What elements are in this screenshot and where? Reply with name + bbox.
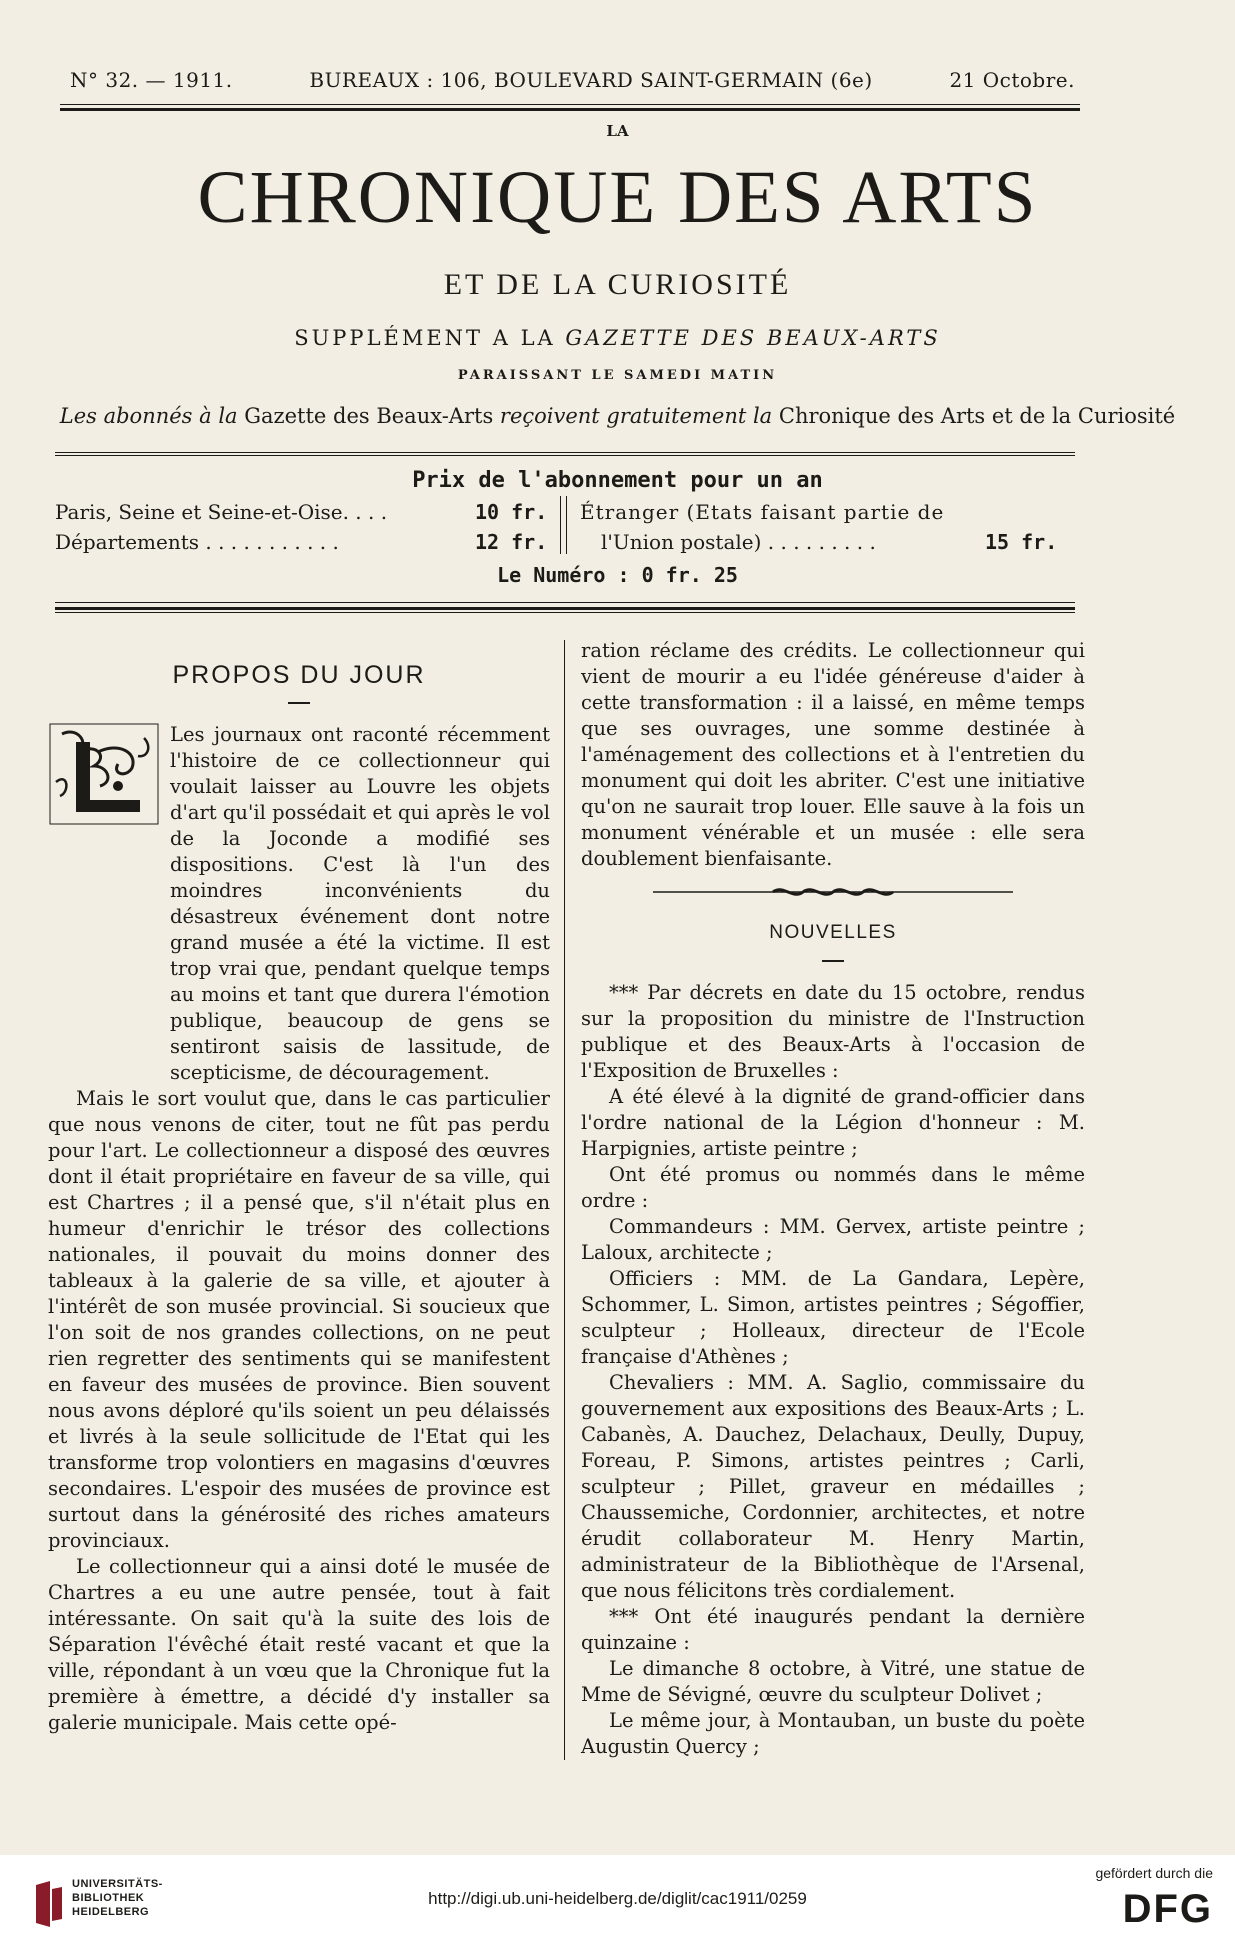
library-name: UNIVERSITÄTS- BIBLIOTHEK HEIDELBERG [72, 1878, 163, 1918]
propos-paragraph-1: Les journaux ont raconté récemment l'histoire de ce collectionneur qui voulait laisser au Louvre les objets d'art qu'il possédait et qui après le vol de la Joconde a modifié ses dispositions. C'est là l'un des moindres inconvénients du désastreux événement dont notre grand musée a été la victime. Il est trop vrai que, pendant quelque temps au moins et tant que durera l'émotion publique, beaucoup de gens se sentiront saisis de lassitude, de scepticisme, de découragement. [170, 723, 550, 1084]
issue-date: 21 Octobre. [949, 68, 1075, 92]
supplement-line: SUPPLÉMENT A LA GAZETTE DES BEAUX-ARTS [294, 326, 941, 350]
source-url-link[interactable]: http://digi.ub.uni-heidelberg.de/diglit/cac1911/0259 [428, 1889, 807, 1908]
nouvelle-item-5: Officiers : MM. de La Gandara, Lepère, Schommer, L. Simon, artistes peintres ; Ségoffier, sculpteur ; Holleaux, directeur de l'Ecole française d'Athènes ; [581, 1267, 1085, 1368]
propos-paragraph-2: Mais le sort voulut que, dans le cas particulier que nous venons de citer, tout ne fût pas perdu pour l'art. Le collectionneur a disposé des œuvres dont il était propriétaire en faveur de sa ville, qui est Chartres ; il a pensé que, s'il n'était plus en humeur d'enrichir le trésor des collections nationales, il pouvait du moins donner des tableaux à la galerie de sa ville, et ajouter à l'intérêt de son musée provincial. Si soucieux que l'on soit de nos grandes collections, on ne peut rien regretter des sentiments qui se manifestent en faveur des musées de province. Bien souvent nous avons déploré qu'ils soient un peu délaissés et livrés à la seule sollicitude de l'Etat qui les transforme trop volontiers en magasins d'œuvres secondaires. L'espoir des musées de province est surtout dans la générosité des riches amateurs provinciaux. [48, 1087, 550, 1552]
price-dept-label: Départements . . . . . . . . . . . [55, 530, 339, 554]
nouvelle-item-3: Ont été promus ou nommés dans le même ordre : [581, 1163, 1085, 1212]
nouvelle-item-2: A été élevé à la dignité de grand-officier dans l'ordre national de la Légion d'honneur : M. Harpignies, artiste peintre ; [581, 1085, 1085, 1160]
price-divider [560, 496, 567, 554]
price-dept: 12 fr. [475, 530, 548, 554]
bureaux-address: BUREAUX : 106, BOULEVARD SAINT-GERMAIN (6e) [309, 68, 873, 92]
funding-label: gefördert durch die [1095, 1865, 1213, 1881]
price-paris: 10 fr. [475, 500, 548, 524]
digitization-footer [0, 1855, 1235, 1941]
prices-bottom-rule-thick [55, 607, 1075, 610]
price-etranger: 15 fr. [985, 530, 1058, 554]
header-rule-thick [60, 108, 1080, 111]
abonnes-line: Les abonnés à la Gazette des Beaux-Arts reçoivent gratuitement la Chronique des Arts et de la Curiosité [59, 404, 1176, 428]
paraissant-line: PARAISSANT LE SAMEDI MATIN [457, 368, 778, 383]
masthead-title: CHRONIQUE DES ARTS [197, 156, 1038, 239]
nouvelle-item-9: Le même jour, à Montauban, un buste du poète Augustin Quercy ; [581, 1709, 1085, 1758]
left-column [48, 650, 550, 1736]
nouvelle-item-8: Le dimanche 8 octobre, à Vitré, une statue de Mme de Sévigné, œuvre du sculpteur Dolivet ; [581, 1657, 1085, 1706]
nouvelle-item-7: *** Ont été inaugurés pendant la dernière quinzaine : [581, 1605, 1085, 1654]
price-etranger-label-2: l'Union postale) . . . . . . . . . [601, 530, 876, 554]
nouvelles-title: NOUVELLES [769, 922, 897, 943]
nouvelle-item-6: Chevaliers : MM. A. Saglio, commissaire du gouvernement aux expositions des Beaux-Arts ; L. Cabanès, A. Dauchez, Delachaux, Deully, Dupuy, Foreau, P. Simons, artistes peintres ; Carli, sculpteur ; Pillet, graveur en médailles ; Chaussemiche, Cordonnier, architectes, et notre érudit collaborateur M. Henry Martin, administrateur de la Bibliothèque de l'Arsenal, que nous félicitons très cordialement. [581, 1371, 1085, 1602]
masthead-la: LA [606, 122, 629, 140]
price-paris-label: Paris, Seine et Seine-et-Oise. . . . [55, 500, 388, 524]
issue-header [70, 68, 1075, 92]
prices-top-rule [55, 452, 1075, 453]
title-dash [288, 702, 310, 704]
prices-top-rule-2 [55, 455, 1075, 456]
nouvelles-dash [822, 960, 844, 962]
column-divider [564, 640, 565, 1760]
ornamental-l-initial-icon [48, 722, 160, 826]
prices-title: Prix de l'abonnement pour un an [412, 468, 823, 493]
header-rule [60, 104, 1080, 105]
propos-du-jour-title: PROPOS DU JOUR [172, 661, 426, 689]
propos-continuation: ration réclame des crédits. Le collectionneur qui vient de mourir a eu l'idée généreuse d'aider à cette transformation : il a laissé, en même temps que ses ouvrages, une somme destinée à l'aménagement des collections et à l'entretien du monument qui doit les abriter. C'est une initiative qu'on ne saurait trop louer. Elle sauve à la fois un monument vénérable et un musée : elle sera doublement bienfaisante. [581, 639, 1085, 870]
numero-price: Le Numéro : 0 fr. 25 [497, 563, 738, 587]
right-column [581, 638, 1085, 1760]
nouvelle-item-1: *** Par décrets en date du 15 octobre, rendus sur la proposition du ministre de l'Instruction publique et des Beaux-Arts à l'occasion de l'Exposition de Bruxelles : [581, 981, 1085, 1082]
price-etranger-label-1: Étranger (Etats faisant partie de [580, 500, 945, 524]
masthead-subtitle: ET DE LA CURIOSITÉ [443, 268, 792, 301]
issue-number: N° 32. — 1911. [70, 68, 233, 92]
propos-paragraph-3: Le collectionneur qui a ainsi doté le musée de Chartres a eu une autre pensée, tout à fait intéressante. On sait qu'à la suite des lois de Séparation l'évêché était resté vacant et que la ville, répondant à un vœu que la Chronique fut la première à émettre, a décidé d'y installer sa galerie municipale. Mais cette opé- [48, 1555, 550, 1734]
prices-bottom-rule [55, 602, 1075, 603]
prices-bottom-rule-2 [55, 612, 1075, 613]
nouvelle-item-4: Commandeurs : MM. Gervex, artiste peintre ; Laloux, architecte ; [581, 1215, 1085, 1264]
ornament-divider-icon [653, 884, 1013, 900]
dropcap-paragraph [48, 722, 550, 1086]
dfg-logo: DFG [1122, 1887, 1213, 1931]
